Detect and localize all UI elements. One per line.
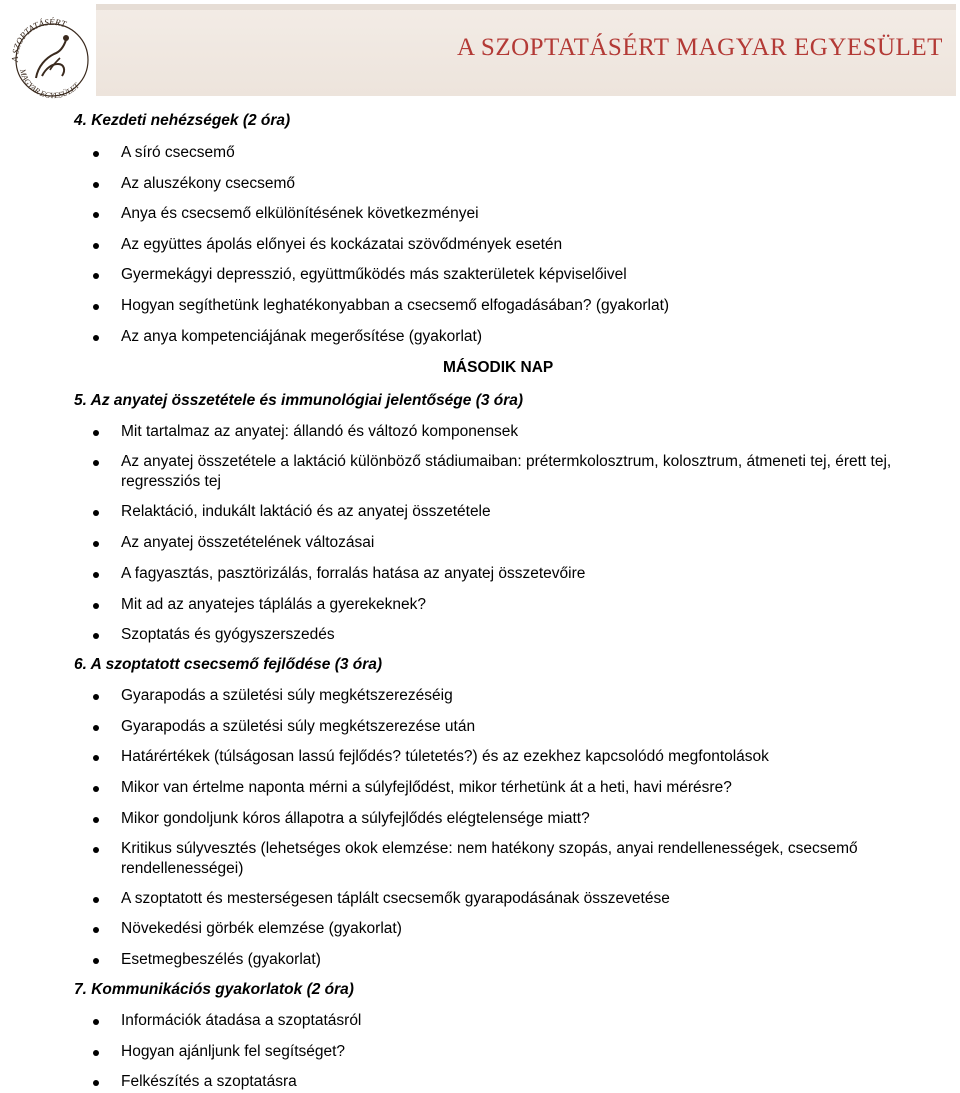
list-item-text: Mikor van értelme naponta mérni a súlyfejlődést, mikor térhetünk át a heti, havi mérésre? bbox=[121, 779, 732, 796]
header-topline bbox=[96, 4, 956, 10]
bullet-icon bbox=[93, 847, 99, 853]
list-item-text: Mit tartalmaz az anyatej: állandó és változó komponensek bbox=[121, 423, 519, 440]
bullet-icon bbox=[93, 510, 99, 516]
list-item-text: Hogyan ajánljunk fel segítséget? bbox=[121, 1043, 346, 1060]
section-7-title: 7. Kommunikációs gyakorlatok (2 óra) bbox=[74, 981, 354, 998]
bullet-icon bbox=[93, 430, 99, 436]
bullet-icon bbox=[93, 897, 99, 903]
svg-text:A SZOPTATÁSÉRT: A SZOPTATÁSÉRT bbox=[9, 16, 68, 63]
section-4-title: 4. Kezdeti nehézségek (2 óra) bbox=[74, 112, 291, 129]
list-item-text: A szoptatott és mesterségesen táplált csecsemők gyarapodásának összevetése bbox=[121, 890, 670, 907]
page-header bbox=[0, 0, 960, 100]
list-item-text: Szoptatás és gyógyszerszedés bbox=[121, 626, 335, 643]
bullet-icon bbox=[93, 633, 99, 639]
list-item-text: A fagyasztás, pasztörizálás, forralás hatása az anyatej összetevőire bbox=[121, 565, 586, 582]
list-item-text: A síró csecsemő bbox=[121, 144, 235, 161]
bullet-icon bbox=[93, 304, 99, 310]
list-item-text: Gyarapodás a születési súly megkétszerezése után bbox=[121, 718, 476, 735]
list-item-text: Határértékek (túlságosan lassú fejlődés? túletetés?) és az ezekhez kapcsolódó megfontolások bbox=[121, 748, 769, 765]
list-item-text: Az aluszékony csecsemő bbox=[121, 175, 296, 192]
bullet-icon bbox=[93, 243, 99, 249]
bullet-icon bbox=[93, 755, 99, 761]
list-item-text: Esetmegbeszélés (gyakorlat) bbox=[121, 951, 321, 968]
list-item-text: Hogyan segíthetünk leghatékonyabban a csecsemő elfogadásában? (gyakorlat) bbox=[121, 297, 670, 314]
list-item-text: Mit ad az anyatejes táplálás a gyerekeknek? bbox=[121, 596, 427, 613]
svg-text:MAGYAR EGYESÜLET: MAGYAR EGYESÜLET bbox=[17, 68, 81, 100]
list-item-text: Mikor gondoljunk kóros állapotra a súlyfejlődés elégtelensége miatt? bbox=[121, 810, 590, 827]
bullet-icon bbox=[93, 1050, 99, 1056]
list-item-text: Az anyatej összetétele a laktáció különböző stádiumaiban: prétermkolosztrum, kolosztrum, átmeneti tej, érett tej, regressziós tej bbox=[121, 453, 892, 490]
bullet-icon bbox=[93, 572, 99, 578]
bullet-icon bbox=[93, 541, 99, 547]
bullet-icon bbox=[93, 460, 99, 466]
organization-name: A SZOPTATÁSÉRT MAGYAR EGYESÜLET bbox=[457, 34, 943, 61]
bullet-icon bbox=[93, 694, 99, 700]
bullet-icon bbox=[93, 1019, 99, 1025]
list-item-text: Felkészítés a szoptatásra bbox=[121, 1073, 297, 1090]
association-logo bbox=[6, 12, 98, 100]
bullet-icon bbox=[93, 603, 99, 609]
section-6-title: 6. A szoptatott csecsemő fejlődése (3 óra) bbox=[74, 656, 383, 673]
bullet-icon bbox=[93, 958, 99, 964]
bullet-icon bbox=[93, 927, 99, 933]
bullet-icon bbox=[93, 212, 99, 218]
list-item-text: Anya és csecsemő elkülönítésének következményei bbox=[121, 205, 479, 222]
bullet-icon bbox=[93, 786, 99, 792]
list-item-text: Gyermekágyi depresszió, együttműködés más szakterületek képviselőivel bbox=[121, 266, 627, 283]
section-5-title: 5. Az anyatej összetétele és immunológiai jelentősége (3 óra) bbox=[74, 392, 524, 409]
list-item-text: Relaktáció, indukált laktáció és az anyatej összetétele bbox=[121, 503, 491, 520]
bullet-icon bbox=[93, 273, 99, 279]
list-item-text: Az együttes ápolás előnyei és kockázatai szövődmények esetén bbox=[121, 236, 563, 253]
bullet-icon bbox=[93, 817, 99, 823]
list-item-text: Gyarapodás a születési súly megkétszerezéséig bbox=[121, 687, 453, 704]
bullet-icon bbox=[93, 1080, 99, 1086]
list-item-text: Az anyatej összetételének változásai bbox=[121, 534, 375, 551]
bullet-icon bbox=[93, 335, 99, 341]
list-item-text: Növekedési görbék elemzése (gyakorlat) bbox=[121, 920, 402, 937]
day-title: MÁSODIK NAP bbox=[443, 359, 554, 376]
bullet-icon bbox=[93, 725, 99, 731]
bullet-icon bbox=[93, 151, 99, 157]
list-item-text: Kritikus súlyvesztés (lehetséges okok elemzése: nem hatékony szopás, anyai rendellenességek, csecsemő rendellenességei) bbox=[121, 840, 858, 877]
bullet-icon bbox=[93, 182, 99, 188]
list-item-text: Információk átadása a szoptatásról bbox=[121, 1012, 362, 1029]
list-item-text: Az anya kompetenciájának megerősítése (gyakorlat) bbox=[121, 328, 482, 345]
